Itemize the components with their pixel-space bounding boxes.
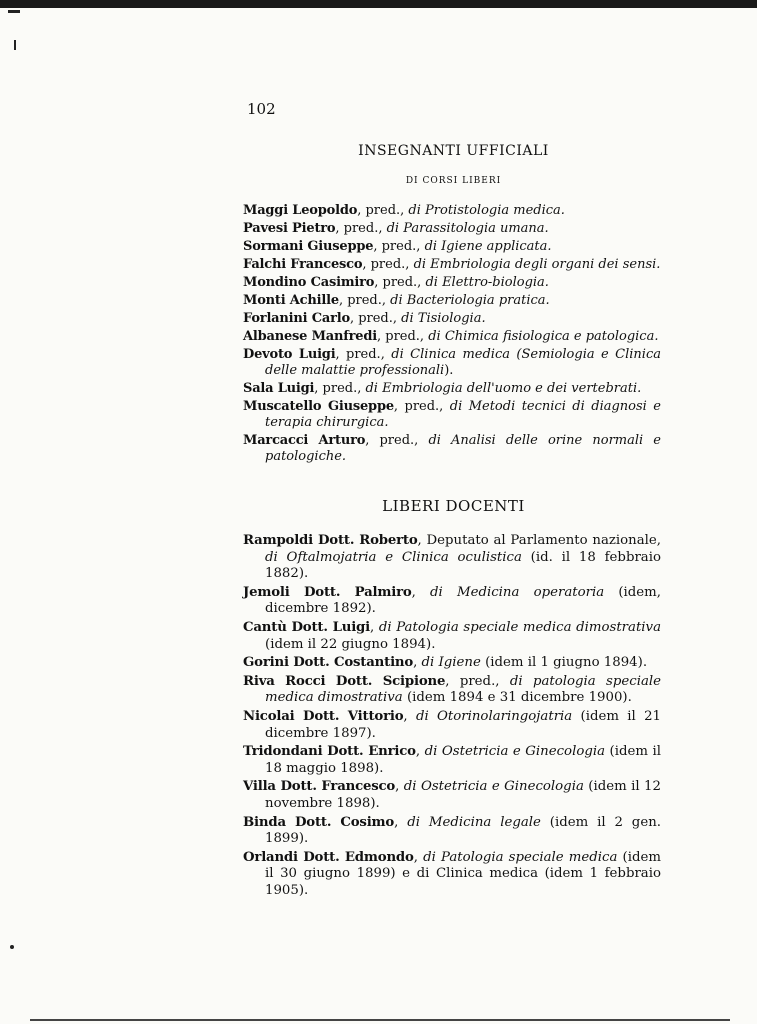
list-item: Maggi Leopoldo, pred., di Protistologia medica.: [243, 203, 565, 218]
liberi-docenti-list: [243, 533, 661, 901]
heading-insegnanti-ufficiali: INSEGNANTI UFFICIALI: [358, 143, 549, 159]
list-item: Forlanini Carlo, pred., di Tisiologia.: [243, 311, 486, 326]
list-item: Orlandi Dott. Edmondo, di Patologia speciale medica (idem il 30 giugno 1899) e di Clinica medica (idem 1 febbraio 1905).: [243, 849, 661, 898]
scan-margin-mark: [8, 10, 20, 13]
list-item: Marcacci Arturo, pred., di Analisi delle orine normali e patologiche.: [243, 433, 662, 464]
list-item: Binda Dott. Cosimo, di Medicina legale (idem il 2 gen. 1899).: [243, 814, 661, 847]
list-item: Mondino Casimiro, pred., di Elettro-biologia.: [243, 275, 549, 290]
list-item: Cantù Dott. Luigi, di Patologia speciale medica dimostrativa (idem il 22 giugno 1894).: [243, 619, 661, 652]
list-item: Gorini Dott. Costantino, di Igiene (idem il 1 giugno 1894).: [243, 655, 648, 671]
list-item: Monti Achille, pred., di Bacteriologia pratica.: [243, 293, 550, 308]
list-item: Falchi Francesco, pred., di Embriologia degli organi dei sensi.: [243, 257, 661, 272]
page-number: 102: [247, 100, 276, 118]
list-item: Devoto Luigi, pred., di Clinica medica (Semiologia e Clinica delle malattie professionali).: [243, 347, 661, 378]
list-item: Rampoldi Dott. Roberto, Deputato al Parlamento nazionale, di Oftalmojatria e Clinica oculistica (id. il 18 febbraio 1882).: [243, 533, 661, 582]
list-item: Jemoli Dott. Palmiro, di Medicina operatoria (idem, dicembre 1892).: [243, 584, 661, 617]
list-item: Sormani Giuseppe, pred., di Igiene applicata.: [243, 239, 552, 254]
list-item: Villa Dott. Francesco, di Ostetricia e Ginecologia (idem il 12 novembre 1898).: [243, 779, 661, 811]
scan-margin-mark: [14, 40, 16, 50]
list-item: Muscatello Giuseppe, pred., di Metodi tecnici di diagnosi e terapia chirurgica.: [243, 399, 661, 430]
list-item: Sala Luigi, pred., di Embriologia dell'uomo e dei vertebrati.: [243, 381, 642, 396]
scan-bottom-border: [30, 1019, 730, 1021]
scan-margin-mark: [10, 945, 14, 949]
heading-corsi-liberi: DI CORSI LIBERI: [405, 176, 502, 186]
list-item: Riva Rocci Dott. Scipione, pred., di patologia speciale medica dimostrativa (idem 1894 e 31 dicembre 1900).: [243, 673, 661, 706]
heading-liberi-docenti: LIBERI DOCENTI: [382, 497, 525, 515]
list-item: Albanese Manfredi, pred., di Chimica fisiologica e patologica.: [243, 329, 659, 344]
scan-top-border: [0, 0, 757, 8]
list-item: Tridondani Dott. Enrico, di Ostetricia e Ginecologia (idem il 18 maggio 1898).: [243, 744, 661, 776]
list-item: Pavesi Pietro, pred., di Parassitologia umana.: [243, 221, 549, 236]
list-item: Nicolai Dott. Vittorio, di Otorinolaringojatria (idem il 21 dicembre 1897).: [243, 708, 661, 741]
corsi-liberi-list: [243, 203, 661, 467]
